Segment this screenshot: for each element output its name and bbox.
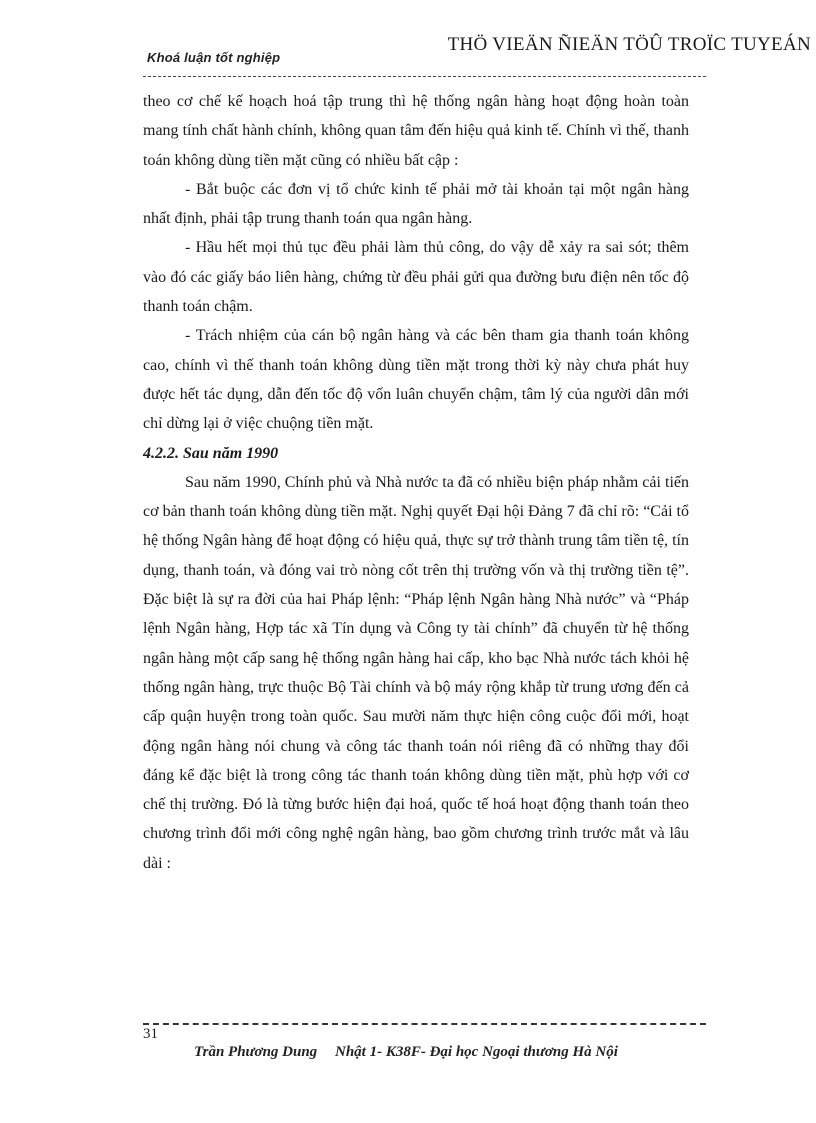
footer-author: Trần Phương Dung: [194, 1044, 318, 1060]
body-paragraph: theo cơ chế kế hoạch hoá tập trung thì hệ thống ngân hàng hoạt động hoàn toàn mang tính chất hành chính, không quan tâm đến hiệu quả kinh tế. Chính vì thế, thanh toán không dùng tiền mặt cũng có nhiều bất cập :: [143, 93, 689, 169]
library-header-title: THÖ VIEÄN ÑIEÄN TÖÛ TROÏC TUYEÁN: [447, 34, 811, 55]
footer-class-info: Nhật 1- K38F- Đại học Ngoại thương Hà Nội: [335, 1044, 618, 1060]
page-number: 31: [143, 1026, 158, 1042]
document-header-title: Khoá luận tốt nghiệp: [147, 50, 281, 65]
header-divider: [143, 76, 706, 77]
body-paragraph: - Trách nhiệm của cán bộ ngân hàng và các bên tham gia thanh toán không cao, chính vì thế thanh toán không dùng tiền mặt trong thời kỳ này chưa phát huy được hết tác dụng, dẫn đến tốc độ vốn luân chuyển chậm, tâm lý của người dân mới chỉ dừng lại ở việc chuộng tiền mặt.: [143, 327, 689, 433]
body-paragraph: - Hầu hết mọi thủ tục đều phải làm thủ công, do vậy dễ xảy ra sai sót; thêm vào đó các giấy báo liên hàng, chứng từ đều phải gửi qua đường bưu điện nên tốc độ thanh toán chậm.: [143, 239, 689, 316]
body-paragraph: Sau năm 1990, Chính phủ và Nhà nước ta đã có nhiều biện pháp nhằm cải tiến cơ bản thanh toán không dùng tiền mặt. Nghị quyết Đại hội Đảng 7 đã chỉ rõ: “Cải tổ hệ thống Ngân hàng để hoạt động có hiệu quả, thực sự trở thành trung tâm tiền tệ, tín dụng, thanh toán, và đóng vai trò nòng cốt trên thị trường vốn và thị trường tiền tệ”. Đặc biệt là sự ra đời của hai Pháp lệnh: “Pháp lệnh Ngân hàng Nhà nước” và “Pháp lệnh Ngân hàng, Hợp tác xã Tín dụng và Công ty tài chính” đã chuyển từ hệ thống ngân hàng một cấp sang hệ thống ngân hàng hai cấp, kho bạc Nhà nước tách khỏi hệ thống ngân hàng, trực thuộc Bộ Tài chính và bộ máy rộng khắp từ trung ương đến cả cấp quận huyện trong toàn quốc. Sau mười năm thực hiện công cuộc đổi mới, hoạt động ngân hàng nói chung và công tác thanh toán nói riêng đã có những thay đổi đáng kể đặc biệt là trong công tác thanh toán không dùng tiền mặt, phù hợp với cơ chế thị trường. Đó là từng bước hiện đại hoá, quốc tế hoá hoạt động thanh toán theo chương trình đổi mới công nghệ ngân hàng, bao gồm chương trình trước mắt và lâu dài :: [143, 473, 689, 872]
footer-divider: [143, 1023, 706, 1025]
body-paragraph: - Bắt buộc các đơn vị tổ chức kinh tế phải mở tài khoản tại một ngân hàng nhất định, phải tập trung thanh toán qua ngân hàng.: [143, 180, 689, 228]
page-body: [143, 87, 689, 878]
section-heading: 4.2.2. Sau năm 1990: [143, 444, 279, 462]
